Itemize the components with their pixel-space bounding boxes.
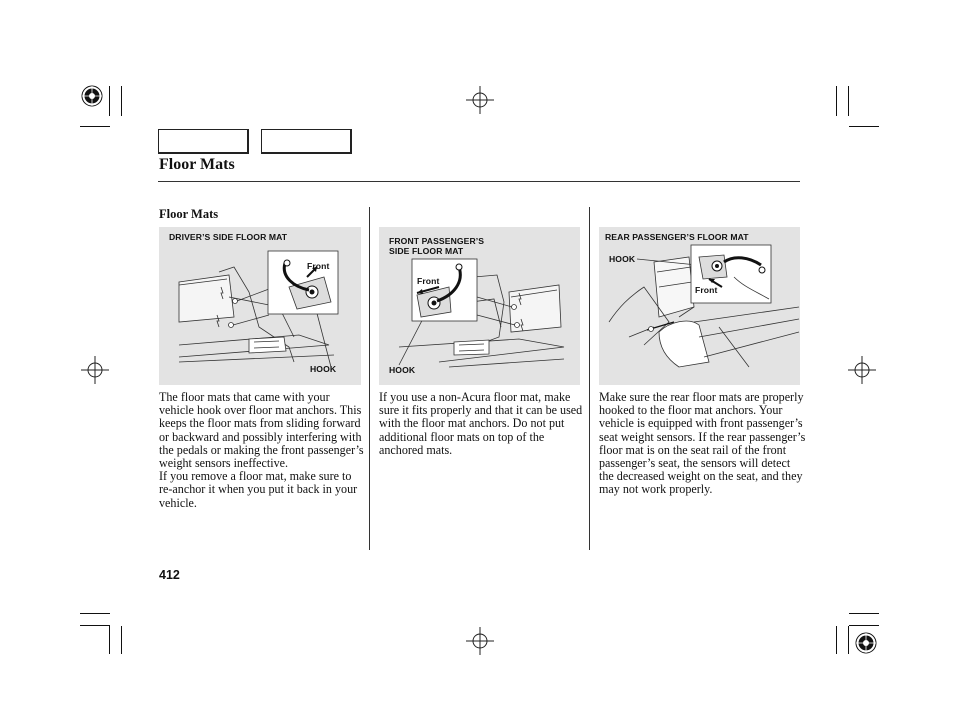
section-subheading: Floor Mats: [159, 207, 219, 221]
front-passenger-hook-inset: [412, 259, 477, 321]
paragraph: Make sure the rear floor mats are properly hooked to the floor mat anchors. Your vehicle is equipped with front passenger’s seat weight sensors. If the rear passenger’s floor mat is on the seat rail of the front passenger’s seat, the sensors will detect the decreased weight on the seat, and they may not work properly.: [599, 390, 806, 497]
figure-caption: REAR PASSENGER’S FLOOR MAT: [605, 232, 749, 242]
column-3-text: [599, 391, 806, 497]
column-2-text: [379, 391, 584, 457]
column-divider: [589, 207, 590, 550]
title-rule: [158, 181, 800, 182]
driver-floor-illustration: [159, 227, 361, 385]
nav-tab-1[interactable]: [158, 129, 249, 154]
figure-caption: DRIVER’S SIDE FLOOR MAT: [169, 232, 288, 242]
paragraph: The floor mats that came with your vehicle hook over floor mat anchors. This keeps the floor mats from sliding forward or backward and possibly interfering with the pedals or making the front passenger’s weight sensors ineffective.: [159, 390, 364, 471]
rear-passenger-floor-illustration: [599, 227, 800, 385]
front-label: Front: [695, 285, 718, 295]
column-1-text: [159, 391, 364, 510]
paragraph: If you use a non-Acura floor mat, make sure it fits properly and that it can be used with the floor mat anchors. Do not put additional floor mats on top of the anchored mats.: [379, 390, 583, 457]
paragraph: If you remove a floor mat, make sure to re-anchor it when you put it back in your vehicle.: [159, 469, 358, 510]
hook-label: HOOK: [609, 254, 636, 264]
column-divider: [369, 207, 370, 550]
page-title: Floor Mats: [159, 156, 235, 173]
front-label: Front: [307, 261, 330, 271]
front-label: Front: [417, 276, 440, 286]
hook-label: HOOK: [310, 364, 337, 374]
registration-target-icon: [856, 633, 876, 653]
figure-rear-passenger-floor-mat: [599, 227, 800, 385]
hook-label: HOOK: [389, 365, 416, 375]
registration-target-icon: [82, 86, 102, 106]
page-number: 412: [159, 568, 180, 582]
nav-tab-2[interactable]: [261, 129, 352, 154]
figure-caption: FRONT PASSENGER’S SIDE FLOOR MAT: [389, 236, 485, 256]
figure-driver-floor-mat: [159, 227, 361, 385]
figure-front-passenger-floor-mat: [379, 227, 580, 385]
